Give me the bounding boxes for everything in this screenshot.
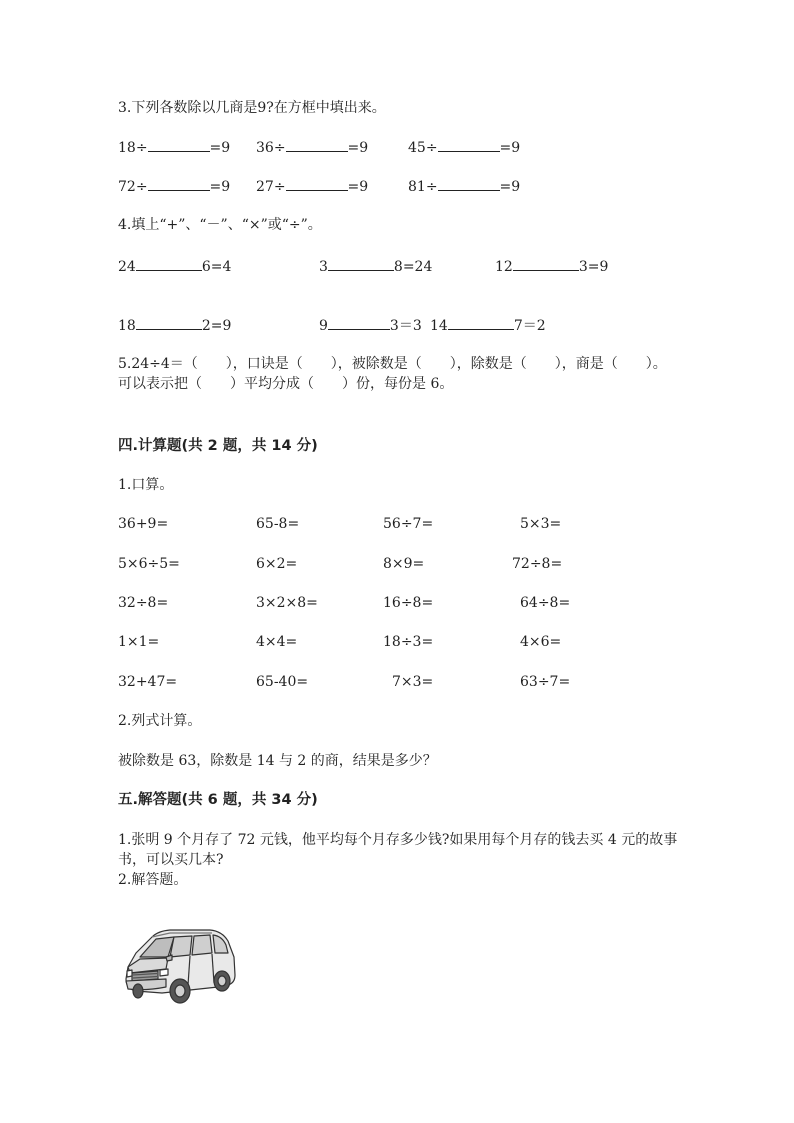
answer-blank[interactable] bbox=[328, 256, 394, 271]
oral-item: 1×1= bbox=[118, 634, 160, 650]
answer-blank[interactable] bbox=[328, 315, 390, 330]
q4-r2-item-2: 9 3＝3 bbox=[319, 315, 422, 336]
s4-q2-text: 被除数是 63，除数是 14 与 2 的商，结果是多少？ bbox=[118, 753, 437, 769]
oral-item: 8×9= bbox=[383, 556, 425, 572]
answer-blank[interactable] bbox=[286, 176, 348, 191]
oral-item: 65-40= bbox=[256, 674, 309, 690]
oral-item: 4×6= bbox=[520, 634, 562, 650]
q4-r1-item-3: 12 3=9 bbox=[495, 256, 608, 277]
section4-heading: 四.计算题(共 2 题，共 14 分) bbox=[118, 438, 318, 454]
q4-r2-item-3: 14 7＝2 bbox=[430, 315, 546, 336]
oral-item: 5×6÷5= bbox=[118, 556, 180, 572]
s5-q2-title: 2.解答题。 bbox=[118, 872, 188, 888]
oral-item: 72÷8= bbox=[512, 556, 563, 572]
q3-r2-item-1: 72÷ =9 bbox=[118, 176, 230, 197]
answer-blank[interactable] bbox=[148, 137, 210, 152]
oral-item: 7×3= bbox=[392, 674, 434, 690]
answer-blank[interactable] bbox=[438, 176, 500, 191]
answer-blank[interactable] bbox=[438, 137, 500, 152]
oral-item: 32+47= bbox=[118, 674, 178, 690]
s5-q1-text: 1.张明 9 个月存了 72 元钱，他平均每个月存多少钱?如果用每个月存的钱去买 4 元的故事书，可以买几本? bbox=[118, 832, 678, 868]
oral-item: 5×3= bbox=[520, 516, 562, 532]
oral-item: 65-8= bbox=[256, 516, 300, 532]
answer-blank[interactable] bbox=[136, 315, 202, 330]
s4-q1-title: 1.口算。 bbox=[118, 477, 174, 493]
answer-blank[interactable] bbox=[448, 315, 514, 330]
minivan-illustration bbox=[122, 923, 238, 1009]
q3-r1-item-2: 36÷ =9 bbox=[256, 137, 368, 158]
answer-blank[interactable] bbox=[286, 137, 348, 152]
oral-item: 63÷7= bbox=[520, 674, 571, 690]
oral-item: 64÷8= bbox=[520, 595, 571, 611]
q3-title: 3.下列各数除以几商是9?在方框中填出来。 bbox=[118, 100, 386, 116]
s4-q2-title: 2.列式计算。 bbox=[118, 713, 202, 729]
q4-r2-item-1: 18 2=9 bbox=[118, 315, 231, 336]
q3-r1-item-1: 18÷ =9 bbox=[118, 137, 230, 158]
oral-item: 36+9= bbox=[118, 516, 169, 532]
oral-item: 3×2×8= bbox=[256, 595, 318, 611]
oral-item: 18÷3= bbox=[383, 634, 434, 650]
answer-blank[interactable] bbox=[148, 176, 210, 191]
oral-item: 32÷8= bbox=[118, 595, 169, 611]
answer-blank[interactable] bbox=[136, 256, 202, 271]
q3-r2-item-3: 81÷ =9 bbox=[408, 176, 520, 197]
q4-title: 4.填上“+”、“－”、“×”或“÷”。 bbox=[118, 217, 322, 233]
section5-heading: 五.解答题(共 6 题，共 34 分) bbox=[118, 792, 318, 808]
q3-r2-item-2: 27÷ =9 bbox=[256, 176, 368, 197]
oral-item: 56÷7= bbox=[383, 516, 434, 532]
answer-blank[interactable] bbox=[513, 256, 579, 271]
oral-item: 6×2= bbox=[256, 556, 298, 572]
q4-r1-item-2: 3 8=24 bbox=[319, 256, 432, 277]
q4-r1-item-1: 24 6=4 bbox=[118, 256, 231, 277]
oral-item: 16÷8= bbox=[383, 595, 434, 611]
q5-text: 5.24÷4＝（ ），口诀是（ ），被除数是（ ），除数是（ ），商是（ ）。可以表示把（ ）平均分成（ ）份，每份是 6。 bbox=[118, 356, 667, 392]
q3-r1-item-3: 45÷ =9 bbox=[408, 137, 520, 158]
oral-item: 4×4= bbox=[256, 634, 298, 650]
